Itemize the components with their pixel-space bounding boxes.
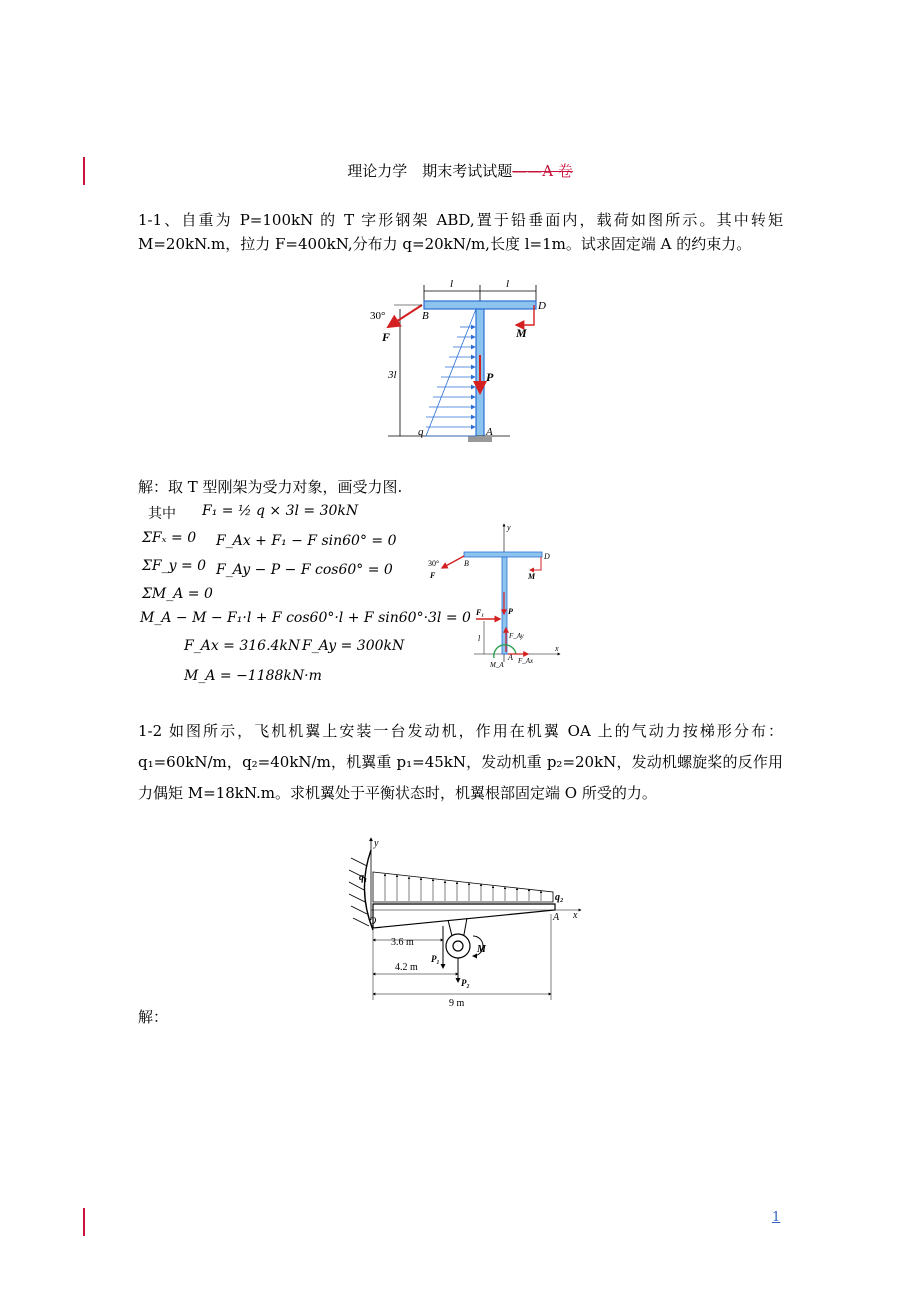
eq5-fay: F_Ay = 300kN [302, 638, 405, 654]
problem2-text: 1-2 如图所示，飞机机翼上安装一台发动机，作用在机翼 OA 上的气动力按梯形分布：q₁=60kN/m，q₂=40kN/m，机翼重 p₁=45kN，发动机重 p₂=20kN，发动机螺旋桨的反作用力偶矩 M=18kN.m。求机翼处于平衡状态时，机翼根部固定端 O 所受的力。 [138, 722, 783, 802]
fig2-distributed-load [373, 872, 553, 902]
fig2-dim-9: 9 m [449, 998, 465, 1009]
fig2-P1-label: P₁ [431, 954, 440, 964]
fig2-q1-label: q₁ [359, 872, 368, 883]
eq0-prefix: 其中 [148, 506, 176, 522]
problem2-figure [345, 830, 585, 1010]
margin-mark-bottom [83, 1208, 85, 1236]
page-number[interactable]: 1 [772, 1210, 781, 1225]
fig1-M-label: M [516, 326, 527, 340]
eq4: M_A − M − F₁·l + F cos60°·l + F sin60°·3l = 0 [140, 610, 471, 626]
fbd-F-label: F [430, 571, 436, 580]
fig2-M-label: M [477, 944, 486, 955]
fig2-A-label: A [553, 912, 560, 923]
eq1-sum: ΣFₓ = 0 [142, 530, 197, 546]
eq0: F₁ = ½ q × 3l = 30kN [202, 503, 359, 519]
fbd-y-label: y [507, 523, 511, 532]
problem1-text: 1-1、自重为 P=100kN 的 T 字形钢架 ABD,置于铅垂面内，载荷如图所示。其中转矩 M=20kN.m，拉力 F=400kN,分布力 q=20kN/m,长度 l=1m。试求固定端 A 的约束力。 [138, 211, 783, 253]
fbd-MA-label: M_A [490, 661, 504, 669]
fig1-P-label: P [486, 370, 494, 384]
fig1-D-label: D [538, 300, 546, 312]
fig2-q2-label: q₂ [555, 892, 564, 903]
fig2-dim-4.2: 4.2 m [395, 962, 418, 973]
fig2-dim-3.6: 3.6 m [391, 937, 414, 948]
fbd-x-label: x [555, 644, 559, 653]
fig1-l1-label: l [450, 278, 454, 290]
eq2-sum: ΣF_y = 0 [142, 558, 207, 574]
eq2: F_Ay − P − F cos60° = 0 [216, 562, 393, 578]
problem1-figure [360, 275, 560, 455]
eq1: F_Ax + F₁ − F sin60° = 0 [216, 533, 397, 549]
eq6: M_A = −1188kN·m [184, 668, 322, 684]
fbd-A-label: A [508, 653, 513, 662]
fbd-F1-label: F₁ [476, 608, 485, 617]
fig1-B-label: B [422, 310, 429, 322]
eq5-fax: F_Ax = 316.4kN [184, 638, 301, 654]
fig1-angle-label: 30° [370, 310, 386, 322]
fbd-FAx-label: F_Ax [518, 657, 534, 665]
fig1-force-F-arrow [388, 305, 422, 327]
title-main: 理论力学 期末考试试题 [347, 162, 513, 180]
fbd-FAy-label: F_Ay [509, 632, 524, 640]
fig1-A-label: A [486, 426, 493, 438]
fig2-x-label: x [573, 910, 578, 921]
fig2-P2-label: P₂ [461, 978, 470, 988]
fbd-P-label: P [508, 607, 513, 616]
fbd-D-label: D [544, 552, 550, 561]
fig1-F-label: F [382, 330, 391, 344]
eq3: ΣM_A = 0 [142, 586, 213, 602]
fig2-y-label: y [374, 838, 379, 849]
fig2-O-label: O [369, 916, 377, 927]
problem2-solution: 解： [138, 1008, 169, 1026]
problem1-fbd [414, 520, 564, 670]
page-title [0, 160, 920, 181]
fig1-beam-horizontal [424, 301, 536, 309]
fbd-beam-horizontal [464, 552, 542, 557]
fig2-wing [373, 904, 555, 928]
fbd-l-label: l [478, 634, 481, 643]
fbd-B-label: B [464, 559, 469, 568]
problem1-solution-intro: 解：取 T 型刚架为受力对象，画受力图. [138, 478, 403, 496]
fbd-force-F [442, 556, 464, 568]
fbd-moment-M [530, 557, 541, 570]
fig1-l2-label: l [506, 278, 510, 290]
title-strike: ——A 卷 [512, 162, 573, 180]
fig1-q-label: q [418, 426, 424, 438]
fig1-height-label: 3l [388, 369, 397, 381]
fbd-angle-label: 30° [428, 559, 440, 568]
fbd-M-label: M [528, 572, 536, 581]
